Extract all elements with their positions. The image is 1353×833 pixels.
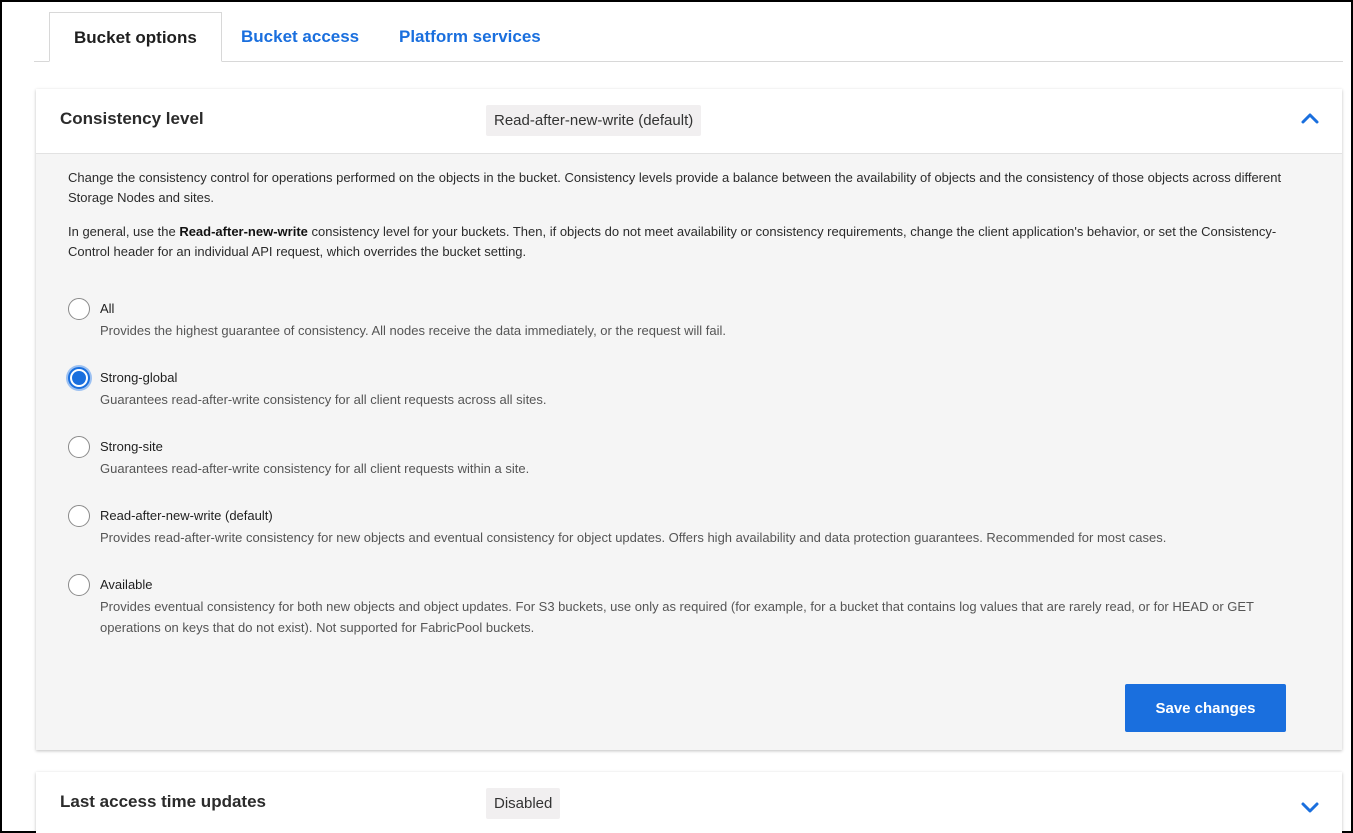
option-strong-global-label[interactable]: Strong-global	[100, 370, 178, 385]
last-access-panel-header[interactable]	[36, 772, 1342, 833]
option-read-after-new-write	[68, 505, 1310, 574]
radio-available[interactable]	[68, 574, 90, 596]
radio-strong-global[interactable]	[68, 367, 90, 389]
save-changes-button[interactable]: Save changes	[1125, 684, 1286, 732]
option-all	[68, 298, 1310, 367]
consistency-radio-group	[68, 298, 1310, 664]
option-strong-site	[68, 436, 1310, 505]
recommendation-text-post: consistency level for your buckets. Then, if objects do not meet availability or consistency requirements, change the client application's behavior, or set the Consistency-Control header for an individual API request, which overrides the bucket setting.	[68, 224, 1277, 259]
consistency-recommendation	[68, 222, 1310, 262]
consistency-panel-title: Consistency level	[60, 109, 204, 128]
chevron-down-icon[interactable]	[1300, 797, 1320, 817]
consistency-panel-body	[36, 153, 1342, 750]
save-row	[68, 664, 1310, 734]
option-strong-global-help: Guarantees read-after-write consistency for all client requests across all sites.	[100, 392, 547, 407]
last-access-panel-title: Last access time updates	[60, 792, 266, 811]
tab-bar	[34, 12, 1343, 62]
option-read-after-new-write-help: Provides read-after-write consistency for new objects and eventual consistency for object updates. Offers high availability and data protection guarantees. Recommended for most cases.	[100, 530, 1167, 545]
tab-bucket-options[interactable]: Bucket options	[49, 12, 222, 62]
option-strong-site-help: Guarantees read-after-write consistency for all client requests within a site.	[100, 461, 530, 476]
option-strong-global	[68, 367, 1310, 436]
chevron-up-icon[interactable]	[1300, 109, 1320, 129]
option-available	[68, 574, 1310, 664]
option-strong-site-label[interactable]: Strong-site	[100, 439, 163, 454]
radio-strong-site[interactable]	[68, 436, 90, 458]
option-available-label[interactable]: Available	[100, 577, 153, 592]
option-available-help: Provides eventual consistency for both new objects and object updates. For S3 buckets, use only as required (for example, for a bucket that contains log values that are rarely read, or for HEAD or GET operations on keys that do not exist). Not supported for FabricPool buckets.	[100, 599, 1254, 635]
radio-read-after-new-write[interactable]	[68, 505, 90, 527]
recommendation-text-bold: Read-after-new-write	[179, 224, 308, 239]
last-access-badge: Disabled	[486, 788, 560, 819]
last-access-panel	[36, 772, 1342, 833]
option-read-after-new-write-label[interactable]: Read-after-new-write (default)	[100, 508, 273, 523]
tab-bucket-access[interactable]: Bucket access	[241, 27, 360, 46]
consistency-current-badge: Read-after-new-write (default)	[486, 105, 701, 136]
option-all-help: Provides the highest guarantee of consistency. All nodes receive the data immediately, or the request will fail.	[100, 323, 727, 338]
consistency-level-panel	[36, 89, 1342, 750]
consistency-description: Change the consistency control for operations performed on the objects in the bucket. Consistency levels provide a balance between the availability of objects and the consistency of those objects across different Storage Nodes and sites.	[68, 170, 1282, 205]
option-all-label[interactable]: All	[100, 301, 115, 316]
tab-platform-services[interactable]: Platform services	[399, 27, 541, 46]
recommendation-text-pre: In general, use the	[68, 224, 180, 239]
consistency-panel-header[interactable]	[36, 89, 1342, 153]
radio-all[interactable]	[68, 298, 90, 320]
